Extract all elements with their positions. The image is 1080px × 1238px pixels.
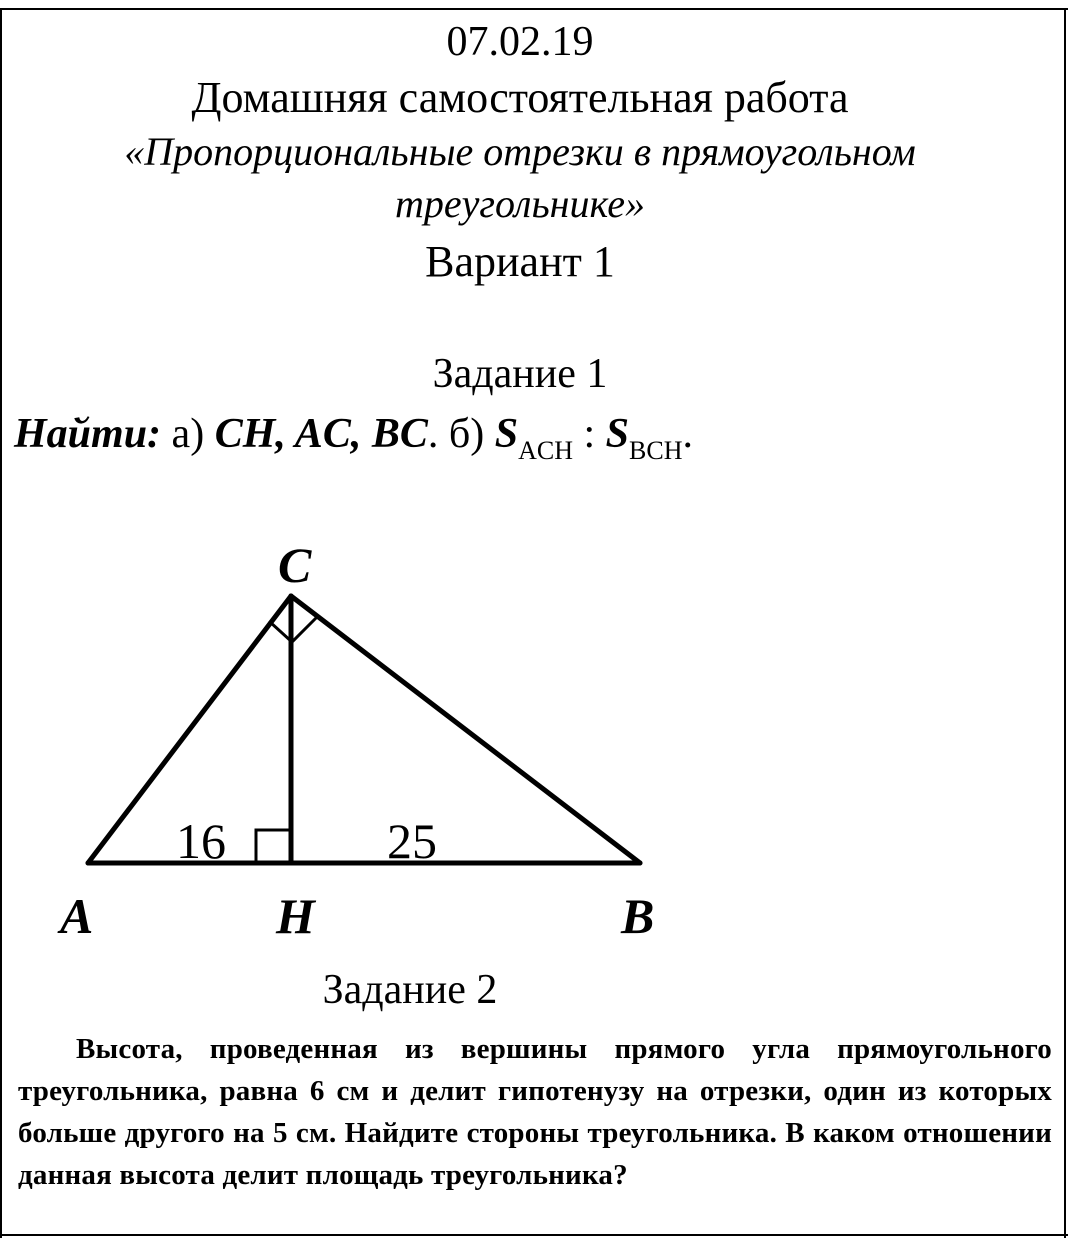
date: 07.02.19 [446,19,594,65]
task-1-title: Задание 1 [432,351,608,397]
variant-label: Вариант 1 [425,237,615,286]
vertex-label-c: C [278,537,312,593]
area-symbol-1: S [494,411,519,457]
end-period: . [682,411,693,457]
find-label: Найти: [14,411,162,457]
task-2-text: Высота, проведенная из вершины прямого угла прямоугольного треугольника, равна 6 см и делит гипотенузу на отрезки, один из которых больше другого на 5 см. Найдите стороны треугольника. В каком отношении данная высота делит площадь треугольника? [18,1033,1052,1191]
segment-hb-length: 25 [387,813,437,869]
area-subscript-2: BCH [629,436,683,465]
topic-line-2: треугольнике» [395,181,645,226]
part-a-label: а) [171,411,205,457]
side-bc [291,596,640,863]
right-angle-mark-h [256,830,291,863]
homework-title: Домашняя самостоятельная работа [191,73,849,122]
area-symbol-2: S [605,411,630,457]
ratio-sign: : [583,411,596,457]
period: . [427,411,439,457]
vertex-label-h: H [276,888,315,944]
topic-line-1: «Пропорциональные отрезки в прямоугольном [124,129,916,174]
segments-to-find: CH, AC, BC [214,411,428,457]
vertex-label-b: B [621,888,655,944]
task-2-title: Задание 2 [322,967,498,1013]
segment-ah-length: 16 [176,813,226,869]
area-subscript-1: ACH [518,436,573,465]
vertex-label-a: A [60,888,94,944]
part-b-label: б) [448,411,485,457]
